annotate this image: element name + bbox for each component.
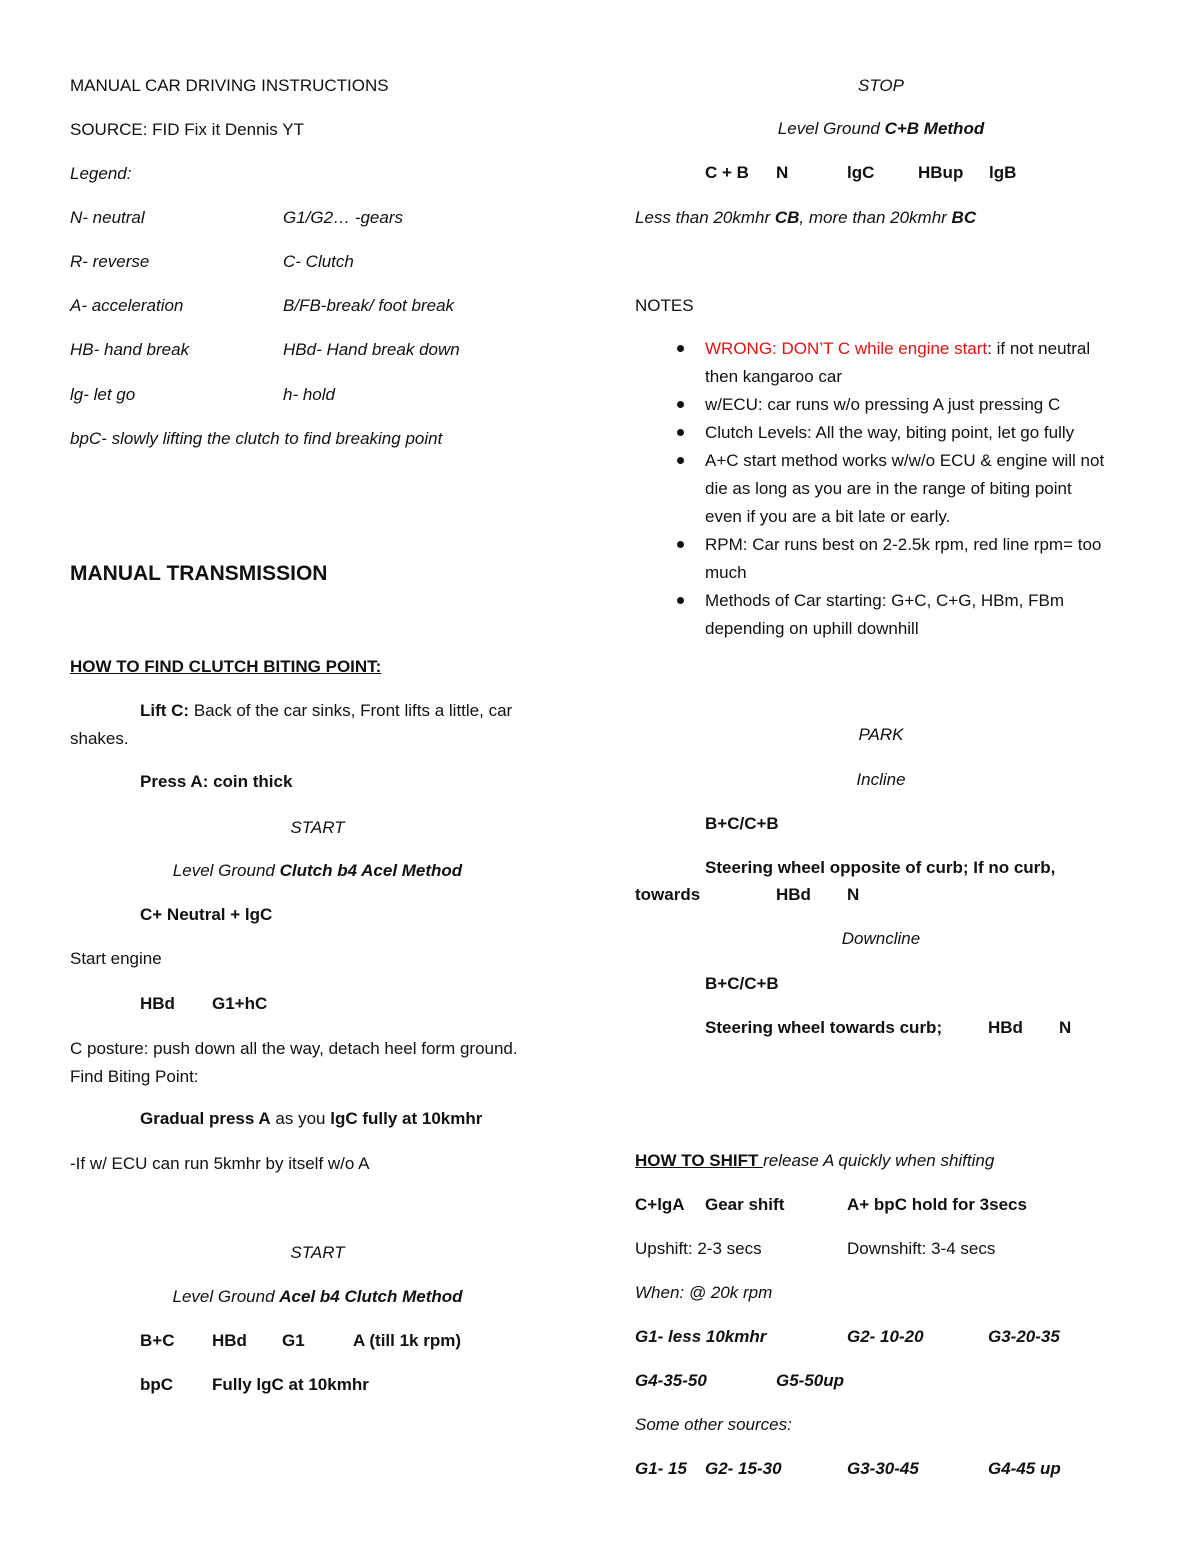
legend-key: N- neutral [70,208,145,227]
method-line [70,860,565,882]
gradual-line [140,1108,482,1130]
note-part: CB [774,208,800,227]
park-label: PARK [858,725,904,744]
step-cell: bpC [140,1375,174,1394]
note-part: Less than 20kmhr [635,208,775,227]
upshift-time: Upshift: 2-3 secs [635,1239,762,1258]
method-name: C+B Method [884,119,985,138]
posture-text: C posture: push down all the way, detach heel form ground. Find Biting Point: [70,1039,518,1086]
start-step: G1+hC [212,994,268,1013]
stop-cell: lgC [847,163,875,182]
notes-label: NOTES [635,296,694,315]
shift-heading [635,1150,994,1172]
legend-key: h- hold [283,385,335,404]
legend-key: R- reverse [70,252,150,271]
park-step: N [1059,1018,1072,1037]
method-prefix: Level Ground [172,861,280,880]
bullet-icon [677,345,684,352]
section-heading: MANUAL TRANSMISSION [70,562,328,585]
legend-key: B/FB-break/ foot break [283,296,455,315]
stop-cell: C + B [705,163,749,182]
ecu-line: -If w/ ECU can run 5kmhr by itself w/o A [70,1154,370,1173]
stop-cell: N [776,163,789,182]
biting-point-heading: HOW TO FIND CLUTCH BITING POINT: [70,657,382,676]
note-text: Methods of Car starting: G+C, C+G, HBm, FBm depending on uphill downhill [705,591,1064,638]
shift-title: HOW TO SHIFT [635,1151,764,1170]
note-item [635,587,1105,643]
bullet-icon [677,401,684,408]
legend-key: HBd- Hand break down [283,340,460,359]
bullet-icon [677,457,684,464]
gradual-part: Gradual press A [140,1109,271,1128]
bullet-icon [677,429,684,436]
park-step: B+C/C+B [705,974,779,993]
start-label: START [290,1243,345,1262]
note-warning: WRONG: DON’T C while engine start [705,339,988,358]
note-part: BC [951,208,977,227]
note-text: : if not neutral then kangaroo car [705,339,1091,386]
decline-label: Downcline [841,929,921,948]
start-step: HBd [140,994,175,1013]
shift-cell: Gear shift [705,1195,785,1214]
note-text: w/ECU: car runs w/o pressing A just pressing C [705,395,1061,414]
method-prefix: Level Ground [172,1287,280,1306]
bullet-icon [677,541,684,548]
note-item [635,447,1105,531]
stop-label: STOP [858,76,904,95]
note-item [635,419,1105,447]
step-cell: Fully lgC at 10kmhr [212,1375,369,1394]
lift-c-text: Back of the car sinks, Front lifts a little, car shakes. [70,701,513,748]
step-cell: G1 [282,1331,305,1350]
stop-cell: HBup [918,163,964,182]
park-step: HBd [776,885,811,904]
legend-key: C- Clutch [283,252,354,271]
downshift-time: Downshift: 3-4 secs [847,1239,996,1258]
shift-cell: A+ bpC hold for 3secs [847,1195,1027,1214]
park-step: towards [635,885,701,904]
incline-label: Incline [856,770,906,789]
legend-label: Legend: [70,164,132,183]
gradual-part: as you [270,1109,331,1128]
gear-range: G5-50up [776,1371,845,1390]
step-cell: B+C [140,1331,175,1350]
start-step: C+ Neutral + lgC [140,905,273,924]
gear-range: G3-30-45 [847,1459,919,1478]
note-item [635,391,1105,419]
method-name: Acel b4 Clutch Method [279,1287,463,1306]
legend-bpc: bpC- slowly lifting the clutch to find breaking point [70,429,443,448]
park-step: Steering wheel towards curb; [705,1018,943,1037]
source-line: SOURCE: FID Fix it Dennis YT [70,120,304,139]
legend-key: HB- hand break [70,340,190,359]
note-part: , more than 20kmhr [799,208,952,227]
gradual-part: lgC fully at 10kmhr [330,1109,483,1128]
step-cell: A (till 1k rpm) [353,1331,461,1350]
note-text: A+C start method works w/w/o ECU & engine will not die as long as you are in the range of biting point even if you are a bit late or early. [705,451,1105,526]
start-engine: Start engine [70,949,162,968]
notes-list [635,335,1105,643]
park-step: B+C/C+B [705,814,779,833]
gear-range: G3-20-35 [988,1327,1060,1346]
gear-range: G4-35-50 [635,1371,707,1390]
method-line [635,118,1127,140]
gear-range: G2- 15-30 [705,1459,782,1478]
shift-cell: C+lgA [635,1195,685,1214]
shift-when: When: @ 20k rpm [635,1283,773,1302]
note-item [635,531,1105,587]
gear-range: G1- less 10kmhr [635,1327,767,1346]
gear-range: G2- 10-20 [847,1327,924,1346]
park-step: Steering wheel opposite of curb; If no curb, [705,858,1056,877]
stop-cell: lgB [989,163,1017,182]
press-a-line: Press A: coin thick [140,772,293,791]
method-name: Clutch b4 Acel Method [279,861,463,880]
park-step: HBd [988,1018,1023,1037]
park-step: N [847,885,860,904]
note-text: Clutch Levels: All the way, biting point, let go fully [705,423,1075,442]
gear-range: G1- 15 [635,1459,687,1478]
legend-key: A- acceleration [70,296,184,315]
other-sources: Some other sources: [635,1415,792,1434]
stop-speed-note [635,207,976,229]
doc-title: MANUAL CAR DRIVING INSTRUCTIONS [70,76,389,95]
lift-c-paragraph [70,697,570,753]
bullet-icon [677,597,684,604]
method-prefix: Level Ground [777,119,885,138]
step-cell: HBd [212,1331,247,1350]
legend-key: G1/G2… -gears [283,208,403,227]
note-text: RPM: Car runs best on 2-2.5k rpm, red line rpm= too much [705,535,1102,582]
note-item [635,335,1105,391]
legend-key: lg- let go [70,385,136,404]
lift-c-label: Lift C: [140,701,190,720]
gear-range: G4-45 up [988,1459,1061,1478]
start-label: START [290,818,345,837]
shift-subtitle: release A quickly when shifting [763,1151,995,1170]
method-line [70,1286,565,1308]
